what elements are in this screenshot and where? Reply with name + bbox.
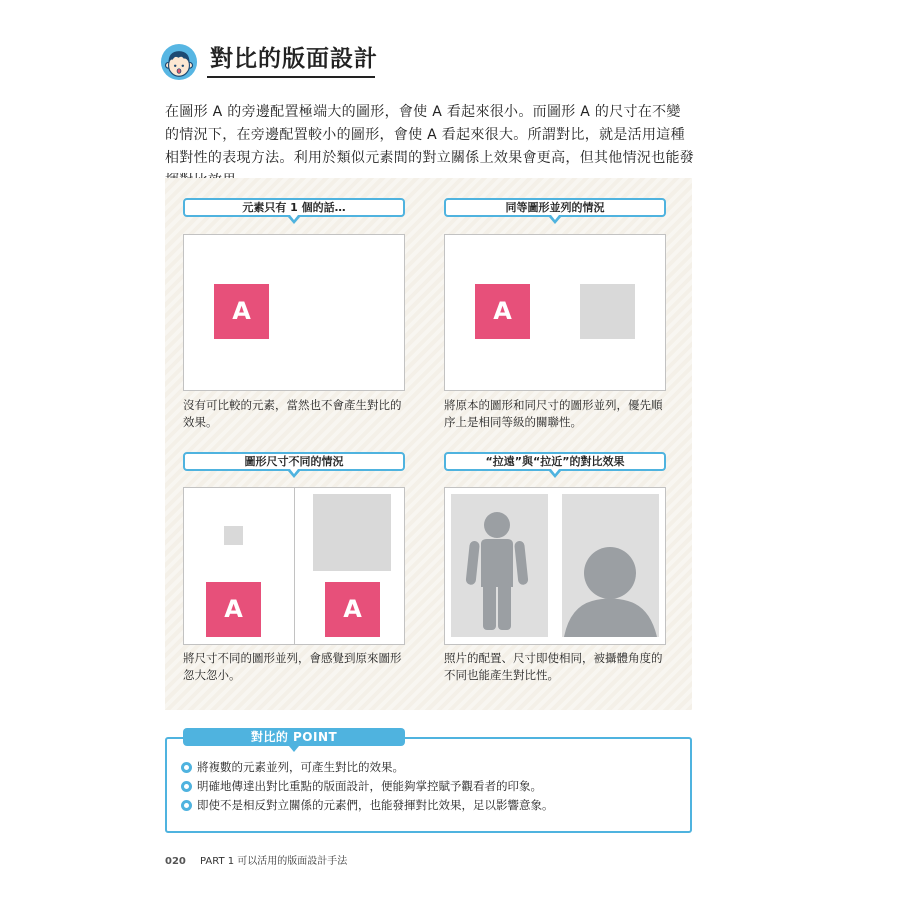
page-number: 020: [165, 856, 186, 867]
circle-bullet-icon: [181, 800, 192, 811]
frame-divider: [294, 488, 295, 644]
list-item: [181, 796, 554, 815]
bust-silhouette-icon: [562, 494, 659, 637]
example-frame-equal-shapes: [444, 234, 666, 391]
example-caption-single-element: 沒有可比較的元素，當然也不會產生對比的效果。: [183, 398, 402, 429]
gray-square: [580, 284, 635, 339]
small-gray-square: [224, 526, 243, 545]
shape-a: A: [475, 284, 530, 339]
example-caption-zoom-contrast: 照片的配置、尺寸即使相同，被攝體角度的不同也能產生對比性。: [444, 651, 663, 682]
page-title: 對比的版面設計: [210, 46, 378, 72]
example-frame-different-sizes: [183, 487, 405, 645]
example-caption-different-sizes: 將尺寸不同的圖形並列，會感覺到原來圖形忽大忽小。: [183, 651, 402, 682]
boy-face-icon: [160, 43, 198, 81]
list-item: [181, 777, 554, 796]
example-frame-zoom-contrast: [444, 487, 666, 645]
running-footer: PART 1 可以活用的版面設計手法: [200, 856, 348, 867]
circle-bullet-icon: [181, 762, 192, 773]
title-underline: [207, 76, 375, 78]
photo-full-body: [451, 494, 548, 637]
shape-a: A: [325, 582, 380, 637]
intro-paragraph: 在圖形 A 的旁邊配置極端大的圖形，會使 A 看起來很小。而圖形 A 的尺寸在不變的情況下，在旁邊配置較小的圖形，會使 A 看起來很大。所謂對比，就是活用這種相對性的表現方法。利用於類似元素間的對立關係上效果會更高，但其他情況也能發: [165, 104, 695, 166]
shape-a: A: [206, 582, 261, 637]
example-label-zoom-contrast: “拉遠”與“拉近”的對比效果: [444, 452, 666, 471]
point-item-text: 即使不是相反對立關係的元素們，也能發揮對比效果，足以影響意象。: [197, 798, 554, 812]
point-item-text: 將複數的元素並列，可產生對比的效果。: [197, 760, 404, 774]
example-label-different-sizes: 圖形尺寸不同的情況: [183, 452, 405, 471]
person-silhouette-icon: [451, 494, 548, 637]
photo-close-up: [562, 494, 659, 637]
point-list: [181, 758, 554, 815]
example-label-equal-shapes: 同等圖形並列的情況: [444, 198, 666, 217]
example-caption-equal-shapes: 將原本的圖形和同尺寸的圖形並列，優先順序上是相同等級的關聯性。: [444, 398, 663, 429]
shape-a: A: [214, 284, 269, 339]
list-item: [181, 758, 554, 777]
point-item-text: 明確地傳達出對比重點的版面設計，便能夠掌控賦予觀看者的印象。: [197, 779, 542, 793]
large-gray-square: [313, 494, 391, 571]
circle-bullet-icon: [181, 781, 192, 792]
point-heading: 對比的 POINT: [183, 728, 405, 746]
example-frame-single-element: [183, 234, 405, 391]
example-label-single-element: 元素只有 1 個的話…: [183, 198, 405, 217]
